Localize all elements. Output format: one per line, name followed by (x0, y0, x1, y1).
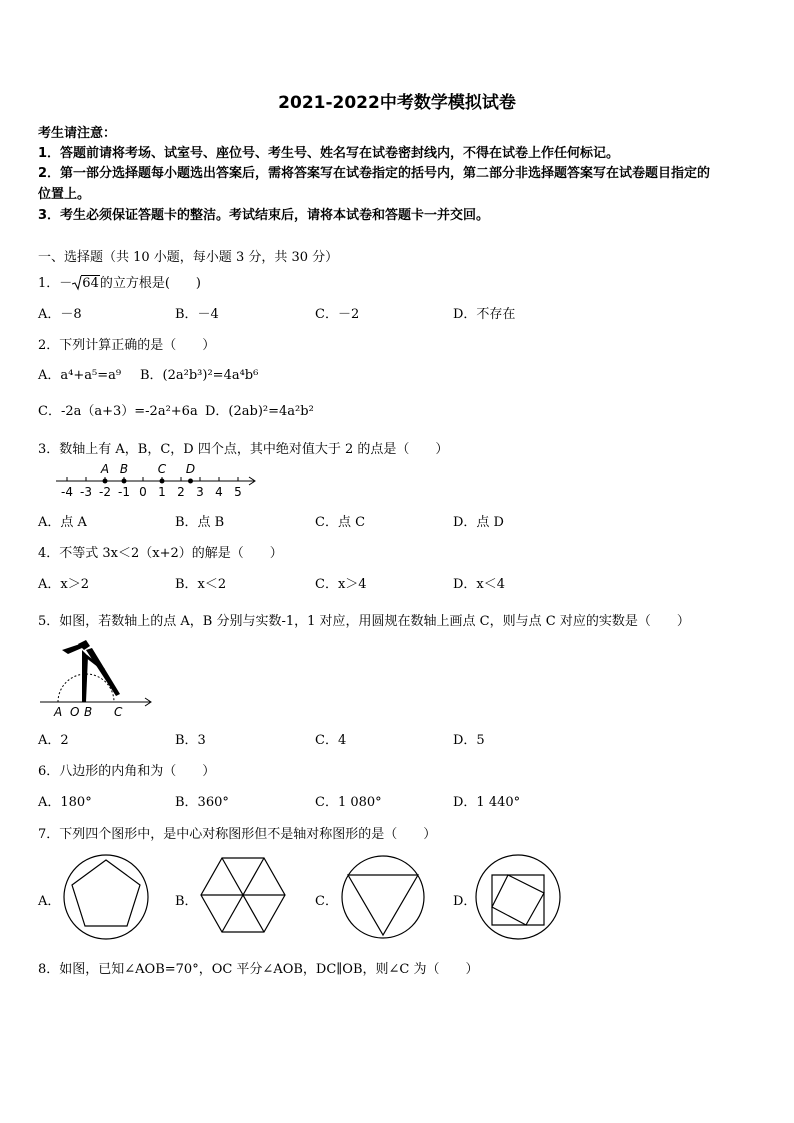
q1-option-d[interactable]: D．不存在 (453, 307, 516, 322)
question-1 (38, 272, 201, 291)
tick-label: 2 (177, 485, 185, 499)
circle-square-figure (474, 853, 564, 943)
point-b (122, 479, 127, 484)
q3-option-d[interactable]: D．点 D (453, 515, 504, 530)
q4-option-c[interactable]: C．x＞4 (315, 577, 367, 592)
q2-option-d[interactable]: D．(2ab)²=4a²b² (205, 404, 314, 419)
label-b: B (84, 705, 93, 719)
radicand: 64 (82, 276, 99, 291)
q1-option-a[interactable]: A．－8 (38, 307, 82, 322)
q7-option-d[interactable]: D． (453, 894, 477, 909)
tick-label: -2 (99, 485, 111, 499)
point-label-d: D (185, 462, 196, 476)
notice-line-3: 3．考生必须保证答题卡的整洁。考试结束后，请将本试卷和答题卡一并交回。 (38, 208, 490, 223)
q7-option-a[interactable]: A． (38, 894, 61, 909)
q6-option-d[interactable]: D．1 440° (453, 795, 521, 810)
question-3: 3．数轴上有 A，B，C，D 四个点，其中绝对值大于 2 的点是（ ） (38, 442, 449, 457)
minus-sign: － (59, 276, 73, 291)
tick-label: 1 (158, 485, 166, 499)
point-a (103, 479, 108, 484)
number-line-figure (50, 460, 265, 502)
q6-option-a[interactable]: A．180° (38, 795, 92, 810)
notice-line-2a: 2．第一部分选择题每小题选出答案后，需将答案写在试卷指定的括号内，第二部分非选择题答案写在试卷题目指定的 (38, 166, 711, 181)
question-2: 2．下列计算正确的是（ ） (38, 338, 216, 353)
q4-option-a[interactable]: A．x＞2 (38, 577, 89, 592)
point-d (188, 479, 193, 484)
q3-option-a[interactable]: A．点 A (38, 515, 87, 530)
point-label-c: C (157, 462, 167, 476)
label-c: C (114, 705, 123, 719)
question-4: 4．不等式 3x＜2（x+2）的解是（ ） (38, 546, 283, 561)
question-1-tail: 的立方根是( ) (99, 276, 201, 291)
compass-figure (36, 636, 156, 720)
q5-option-c[interactable]: C．4 (315, 733, 347, 748)
label-o: O (70, 705, 80, 719)
question-8: 8．如图，已知∠AOB=70°，OC 平分∠AOB，DC∥OB，则∠C 为（ ） (38, 962, 479, 977)
point-c (160, 479, 165, 484)
tick-label: -3 (80, 485, 92, 499)
tick-label: 0 (139, 485, 147, 499)
notice-heading: 考生请注意： (38, 126, 117, 141)
q5-option-b[interactable]: B．3 (175, 733, 206, 748)
q2-option-b[interactable]: B．(2a²b³)²=4a⁴b⁶ (140, 368, 259, 383)
q2-option-c[interactable]: C．-2a（a+3）=-2a²+6a (38, 404, 198, 419)
q4-option-b[interactable]: B．x＜2 (175, 577, 227, 592)
point-label-a: A (100, 462, 110, 476)
question-5: 5．如图，若数轴上的点 A，B 分别与实数-1，1 对应，用圆规在数轴上画点 C，则与点 C 对应的实数是（ ） (38, 614, 690, 629)
tick-label: 3 (196, 485, 204, 499)
q6-option-b[interactable]: B．360° (175, 795, 229, 810)
q1-option-b[interactable]: B．－4 (175, 307, 219, 322)
point-label-b: B (119, 462, 129, 476)
tick-label: -1 (118, 485, 130, 499)
hexagon-figure (198, 855, 288, 937)
label-a: A (54, 705, 63, 719)
q7-option-c[interactable]: C． (315, 894, 338, 909)
q3-option-c[interactable]: C．点 C (315, 515, 366, 530)
q2-option-a[interactable]: A．a⁴+a⁵=a⁹ (38, 368, 122, 383)
q1-option-c[interactable]: C．－2 (315, 307, 360, 322)
page-title: 2021-2022中考数学模拟试卷 (278, 93, 516, 113)
notice-line-1: 1．答题前请将考场、试室号、座位号、考生号、姓名写在试卷密封线内，不得在试卷上作任何标记。 (38, 146, 620, 161)
sqrt-icon (72, 276, 100, 291)
tick-label: -4 (61, 485, 73, 499)
q5-option-a[interactable]: A．2 (38, 733, 69, 748)
q7-option-b[interactable]: B． (175, 894, 198, 909)
circle-triangle-figure (338, 853, 428, 943)
q5-option-d[interactable]: D．5 (453, 733, 485, 748)
notice-line-2b: 位置上。 (38, 187, 91, 202)
tick-label: 4 (215, 485, 223, 499)
q3-option-b[interactable]: B．点 B (175, 515, 225, 530)
section-heading: 一、选择题（共 10 小题，每小题 3 分，共 30 分） (38, 250, 339, 265)
circle-pentagon-figure (60, 853, 154, 943)
tick-label: 5 (234, 485, 242, 499)
q4-option-d[interactable]: D．x＜4 (453, 577, 506, 592)
question-6: 6．八边形的内角和为（ ） (38, 764, 216, 779)
q6-option-c[interactable]: C．1 080° (315, 795, 382, 810)
question-7: 7．下列四个图形中，是中心对称图形但不是轴对称图形的是（ ） (38, 827, 437, 842)
compass-icon (62, 644, 82, 654)
question-1-number: 1． (38, 276, 60, 291)
